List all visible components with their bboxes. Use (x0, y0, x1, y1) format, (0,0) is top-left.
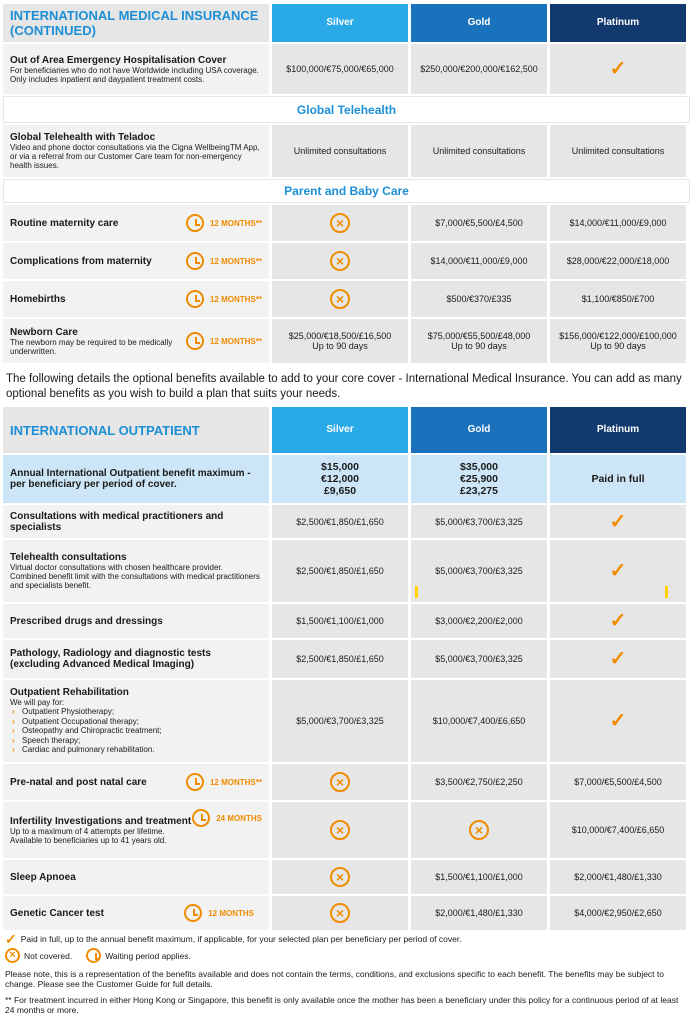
table-row: Prescribed drugs and dressings $1,500/€1,100/£1,000 $3,000/€2,200/£2,000 ✓ (3, 604, 690, 638)
clock-icon (192, 809, 210, 827)
clock-icon (186, 252, 204, 270)
table-row: Out of Area Emergency Hospitalisation Cover For beneficiaries who do not have Worldwide including USA coverage. Only includes inpatient and daypatient treatment costs. $100,000/€75,000/€65,000 $250,000/€200,000/€162,500 ✓ (3, 44, 690, 94)
check-icon: ✓ (5, 931, 17, 947)
cross-circle-icon: × (330, 820, 350, 840)
plan-header-silver: Silver (272, 4, 408, 42)
cross-circle-icon: × (330, 867, 350, 887)
table-row: Pathology, Radiology and diagnostic tests (excluding Advanced Medical Imaging) $2,500/€1,850/£1,650 $5,000/€3,700/£3,325 ✓ (3, 640, 690, 678)
table-row: Sleep Apnoea × $1,500/€1,100/£1,000 $2,000/€1,480/£1,330 (3, 860, 690, 894)
list-item: › Cardiac and pulmonary rehabilitation. (10, 745, 262, 755)
disclaimer-note: Please note, this is a representation of the benefits available and does not contain the terms, conditions, and exclusions specific to each benefit. The benefits may be subject to change. Please see the Customer Guide for full details. (5, 969, 664, 989)
check-icon: ✓ (609, 58, 627, 80)
cross-circle-icon: × (5, 948, 20, 963)
rehab-list (10, 707, 262, 755)
cross-circle-icon: × (330, 772, 350, 792)
cross-circle-icon: × (330, 251, 350, 271)
cross-circle-icon: × (330, 289, 350, 309)
intro-paragraph: The following details the optional benefits available to add to your core cover - International Medical Insurance. You can add as many optional benefits as you wish to build a plan that suits your needs. (6, 373, 682, 400)
check-icon: ✓ (609, 560, 627, 582)
clock-icon (86, 948, 101, 963)
plan-header-platinum: Platinum (550, 407, 686, 453)
outpatient-table (3, 407, 690, 932)
legend: ✓ Paid in full, up to the annual benefit maximum, if applicable, for your selected plan per beneficiary per period of cover. × Not covered. Waiting period applies. Please note, this is a representation of the benefits available and does not contain the terms, conditions, and exclusions specific to each benefit. The benefits may be subject to change. Please see the Customer Guide for full details. ** For treatment incurred in either Hong Kong or Singapore, this benefit is only available once the mother has been a beneficiary under this policy for a continuous period of at least 24 months or more. (5, 934, 688, 1015)
check-icon: ✓ (609, 510, 627, 533)
table-row: Annual International Outpatient benefit maximum - per beneficiary per period of cover. $15,000 €12,000 £9,650 $35,000 €25,900 £23,275 Paid in full (3, 455, 690, 503)
section-heading: Global Telehealth (3, 96, 690, 123)
section-heading: Parent and Baby Care (3, 179, 690, 203)
highlight-marker (415, 586, 418, 598)
clock-icon (186, 290, 204, 308)
list-item: › Osteopathy and Chiropractic treatment; (10, 726, 262, 736)
table-title: INTERNATIONAL MEDICAL INSURANCE (CONTINUED) (3, 4, 269, 42)
table-row: Pre-natal and post natal care 12 MONTHS** × $3,500/€2,750/£2,250 $7,000/€5,500/£4,500 (3, 764, 690, 800)
check-icon: ✓ (609, 610, 627, 632)
table-row: Genetic Cancer test 12 MONTHS × $2,000/€1,480/£1,330 $4,000/€2,950/£2,650 (3, 896, 690, 930)
clock-icon (186, 773, 204, 791)
list-item: › Outpatient Physiotherapy; (10, 707, 262, 717)
table-row: Complications from maternity 12 MONTHS** × $14,000/€11,000/£9,000 $28,000/€22,000/£18,000 (3, 243, 690, 279)
table-title: INTERNATIONAL OUTPATIENT (10, 422, 200, 438)
table-row: Routine maternity care 12 MONTHS** × $7,000/€5,500/£4,500 $14,000/€11,000/£9,000 (3, 205, 690, 241)
clock-icon (186, 214, 204, 232)
cross-circle-icon: × (330, 213, 350, 233)
table-row: Telehealth consultations Virtual doctor consultations with chosen healthcare provider. Combined benefit limit with the consultations with medical practitioners and specialists benefit. $2,500/€1,850/£1,650 $5,000/€3,700/£3,325 ✓ (3, 540, 690, 602)
clock-icon (184, 904, 202, 922)
cross-circle-icon: × (469, 820, 489, 840)
table-row: Newborn Care The newborn may be required to be medically underwritten. 12 MONTHS** $25,000/€18,500/£16,500 Up to 90 days $75,000/€55,500/£48,000 Up to 90 days $156,000/€122,000/£100,000 Up to 90 days (3, 319, 690, 363)
plan-header-gold: Gold (411, 407, 547, 453)
plan-header-silver: Silver (272, 407, 408, 453)
plan-header-platinum: Platinum (550, 4, 686, 42)
check-icon: ✓ (609, 710, 627, 732)
footnote: ** For treatment incurred in either Hong Kong or Singapore, this benefit is only available once the mother has been a beneficiary under this policy for a continuous period of at least 24 months or more. (5, 995, 679, 1015)
list-item: › Outpatient Occupational therapy; (10, 717, 262, 727)
table-row: Infertility Investigations and treatment Up to a maximum of 4 attempts per lifetime. Available to beneficiaries up to 41 years old. 24 MONTHS × × $10,000/€7,400/£6,650 (3, 802, 690, 858)
table-row: Outpatient Rehabilitation We will pay for: › Outpatient Physiotherapy; › Outpatient Occupational therapy; › Osteopathy and Chiropractic treatment; › Speech therapy; › Cardiac and pulmonary rehabilitation. $5,000/€3,700/£3,325 $10,000/€7,400/£6,650 ✓ (3, 680, 690, 762)
highlight-marker (665, 586, 668, 598)
check-icon: ✓ (609, 648, 627, 670)
cross-circle-icon: × (330, 903, 350, 923)
clock-icon (186, 332, 204, 350)
list-item: › Speech therapy; (10, 736, 262, 746)
table-row: Homebirths 12 MONTHS** × $500/€370/£335 $1,100/€850/£700 (3, 281, 690, 317)
table-row: Consultations with medical practitioners and specialists $2,500/€1,850/£1,650 $5,000/€3,700/£3,325 ✓ (3, 505, 690, 538)
plan-header-gold: Gold (411, 4, 547, 42)
medical-insurance-table (3, 4, 690, 365)
table-row: Global Telehealth with Teladoc Video and phone doctor consultations via the Cigna WellbeingTM App, or via a referral from our Customer Care team for non-emergency health issues. Unlimited consultations Unlimited consultations Unlimited consultations (3, 125, 690, 177)
